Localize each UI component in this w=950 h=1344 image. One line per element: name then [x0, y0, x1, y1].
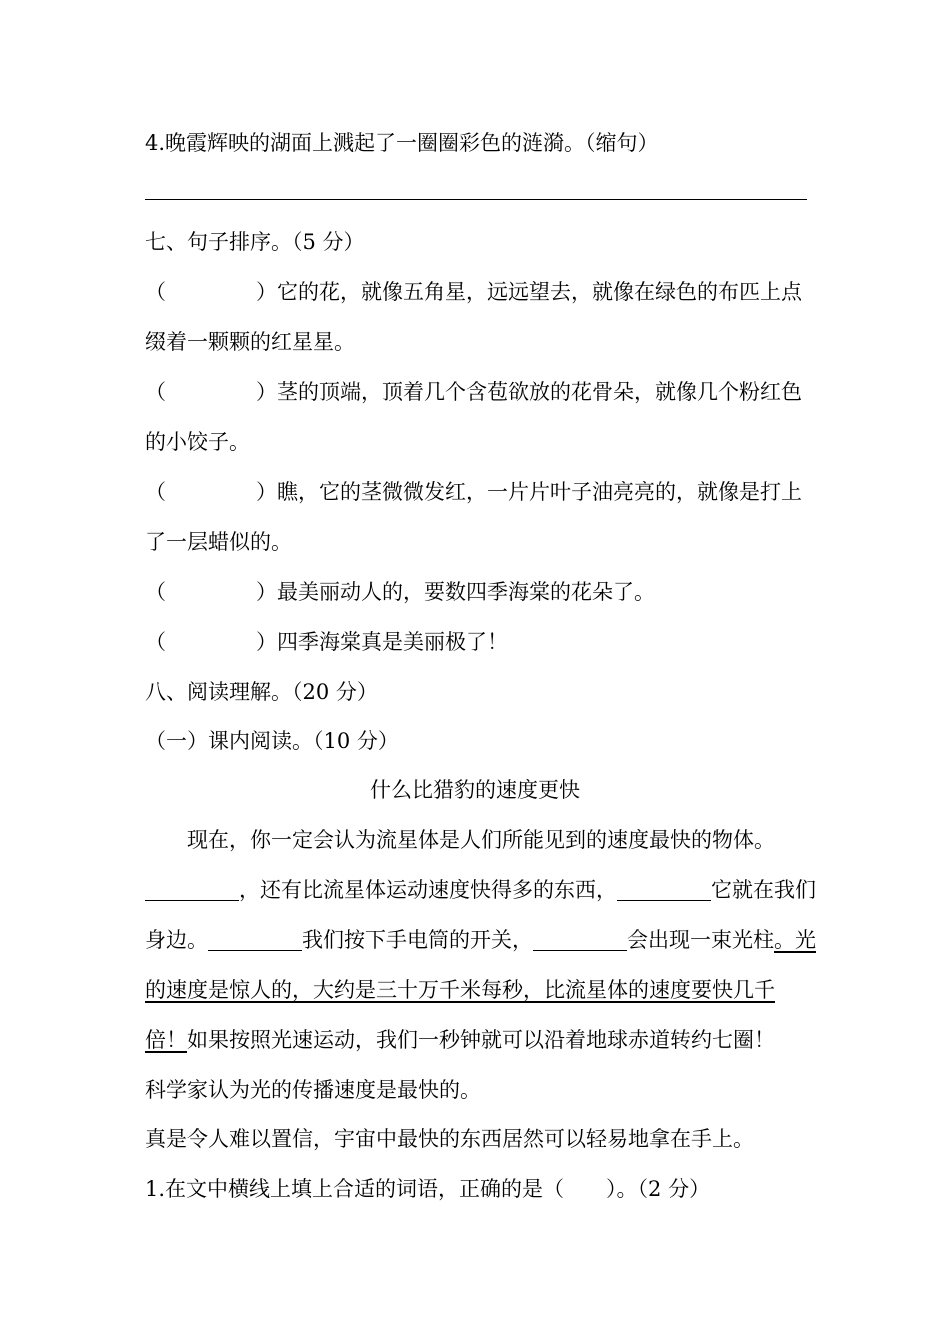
- fill-blank-4[interactable]: [533, 928, 627, 951]
- sort-item-text: 瞧，它的茎微微发红，一片片叶子油亮亮的，就像是打上: [277, 480, 802, 504]
- paren-open: （: [145, 630, 166, 654]
- paren-open: （: [145, 280, 166, 304]
- underlined-sentence: 倍！: [145, 1028, 187, 1052]
- passage-line-4-underlined: 的速度是惊人的，大约是三十万千米每秒，比流星体的速度要快几千: [145, 978, 775, 1002]
- paren-open: （: [145, 480, 166, 504]
- passage-text: 身边。: [145, 928, 208, 952]
- passage-text: 会出现一束光柱: [627, 928, 774, 952]
- paren-open: （: [145, 380, 166, 404]
- fill-blank-2[interactable]: [617, 878, 711, 901]
- sort-item-2-cont: 的小饺子。: [145, 430, 250, 454]
- sort-item-4: [145, 579, 655, 605]
- section-7-heading: 七、句子排序。（5 分）: [145, 230, 365, 254]
- sort-item-1-cont: 缀着一颗颗的红星星。: [145, 330, 355, 354]
- passage-paragraph-2: 真是令人难以置信，宇宙中最快的东西居然可以轻易地拿在手上。: [145, 1127, 754, 1151]
- passage-text: ，还有比流星体运动速度快得多的东西，: [239, 878, 617, 902]
- paren-close: ）: [256, 580, 277, 604]
- fill-blank-3[interactable]: [208, 928, 302, 951]
- passage-text: 它就在我们: [711, 878, 816, 902]
- answer-line[interactable]: [145, 199, 807, 200]
- sort-item-text: 最美丽动人的，要数四季海棠的花朵了。: [277, 580, 655, 604]
- question-1: 1.在文中横线上填上合适的词语，正确的是（ ）。（2 分）: [145, 1177, 711, 1201]
- sort-item-2: [145, 379, 802, 405]
- sort-item-text: 它的花，就像五角星，远远望去，就像在绿色的布匹上点: [277, 280, 802, 304]
- sort-item-3-cont: 了一层蜡似的。: [145, 530, 292, 554]
- sort-item-text: 四季海棠真是美丽极了！: [277, 630, 508, 654]
- passage-text: 如果按照光速运动，我们一秒钟就可以沿着地球赤道转约七圈！: [187, 1028, 775, 1052]
- section-8-subheading: （一）课内阅读。（10 分）: [145, 729, 399, 753]
- passage-line-2: [145, 877, 816, 903]
- sort-item-5: [145, 629, 508, 655]
- passage-line-1: 现在，你一定会认为流星体是人们所能见到的速度最快的物体。: [187, 828, 775, 852]
- passage-line-5: [145, 1027, 775, 1053]
- passage-line-6: 科学家认为光的传播速度是最快的。: [145, 1078, 481, 1102]
- paren-close: ）: [256, 630, 277, 654]
- fill-blank-1[interactable]: [145, 878, 239, 901]
- paren-close: ）: [256, 280, 277, 304]
- section-8-heading: 八、阅读理解。（20 分）: [145, 680, 378, 704]
- paren-close: ）: [256, 480, 277, 504]
- paren-close: ）: [256, 380, 277, 404]
- sort-item-text: 茎的顶端，顶着几个含苞欲放的花骨朵，就像几个粉红色: [277, 380, 802, 404]
- paren-open: （: [145, 580, 166, 604]
- passage-line-3: [145, 927, 816, 953]
- underlined-sentence: 。光: [774, 928, 816, 952]
- sort-item-1: [145, 279, 802, 305]
- passage-title: 什么比猎豹的速度更快: [370, 778, 580, 802]
- sort-item-3: [145, 479, 802, 505]
- question-4-text: 4.晚霞辉映的湖面上溅起了一圈圈彩色的涟漪。（缩句）: [145, 131, 659, 155]
- passage-text: 我们按下手电筒的开关，: [302, 928, 533, 952]
